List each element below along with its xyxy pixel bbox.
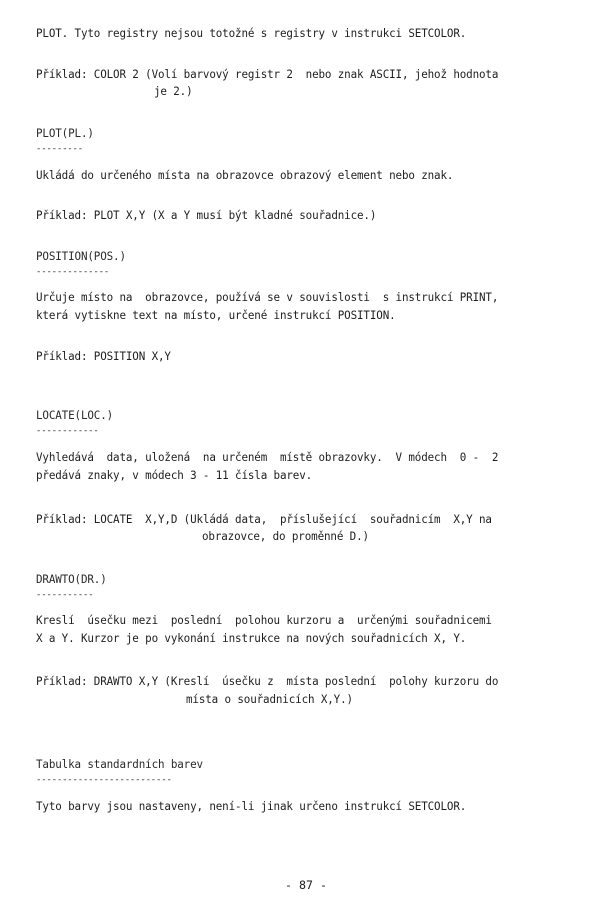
position-heading: POSITION(POS.) (36, 249, 126, 263)
locate-heading-underline: ------------ (36, 426, 99, 436)
locate-description-line1: Vyhledává data, uložená na určeném místě obrazovky. V módech 0 - 2 (36, 450, 499, 464)
position-example: Příklad: POSITION X,Y (36, 349, 171, 363)
locate-heading: LOCATE(LOC.) (36, 408, 114, 422)
position-heading-underline: -------------- (36, 267, 110, 277)
drawto-heading: DRAWTO(DR.) (36, 572, 107, 586)
position-description-line1: Určuje místo na obrazovce, používá se v souvislosti s instrukcí PRINT, (36, 290, 499, 304)
drawto-description-line2: X a Y. Kurzor je po vykonání instrukce na nových souřadnicích X, Y. (36, 631, 467, 645)
plot-description: Ukládá do určeného místa na obrazovce obrazový element nebo znak. (36, 168, 454, 182)
position-description-line2: která vytiskne text na místo, určené instrukcí POSITION. (36, 308, 396, 322)
plot-heading: PLOT(PL.) (36, 126, 94, 140)
colors-table-heading-underline: -------------------------- (36, 775, 172, 785)
colors-table-heading: Tabulka standardních barev (36, 757, 203, 771)
drawto-example-line1: Příklad: DRAWTO X,Y (Kreslí úsečku z místa poslední polohy kurzoru do (36, 674, 499, 688)
color-example-line1: Příklad: COLOR 2 (Volí barvový registr 2 nebo znak ASCII, jehož hodnota (36, 67, 499, 81)
color-example-line2: je 2.) (154, 84, 193, 98)
drawto-heading-underline: ----------- (36, 590, 94, 600)
document-page (36, 0, 576, 924)
locate-example-line2: obrazovce, do proměnné D.) (202, 529, 369, 543)
drawto-example-line2: místa o souřadnicích X,Y.) (186, 692, 353, 706)
plot-example: Příklad: PLOT X,Y (X a Y musí být kladné souřadnice.) (36, 208, 377, 222)
page-number: - 87 - (285, 878, 327, 892)
colors-description: Tyto barvy jsou nastaveny, není-li jinak určeno instrukcí SETCOLOR. (36, 799, 467, 813)
plot-continuation-text: PLOT. Tyto registry nejsou totožné s registry v instrukci SETCOLOR. (36, 26, 467, 40)
locate-example-line1: Příklad: LOCATE X,Y,D (Ukládá data, příslušející souřadnicím X,Y na (36, 512, 492, 526)
locate-description-line2: předává znaky, v módech 3 - 11 čísla barev. (36, 468, 313, 482)
drawto-description-line1: Kreslí úsečku mezi poslední polohou kurzoru a určenými souřadnicemi (36, 613, 492, 627)
plot-heading-underline: --------- (36, 144, 83, 154)
